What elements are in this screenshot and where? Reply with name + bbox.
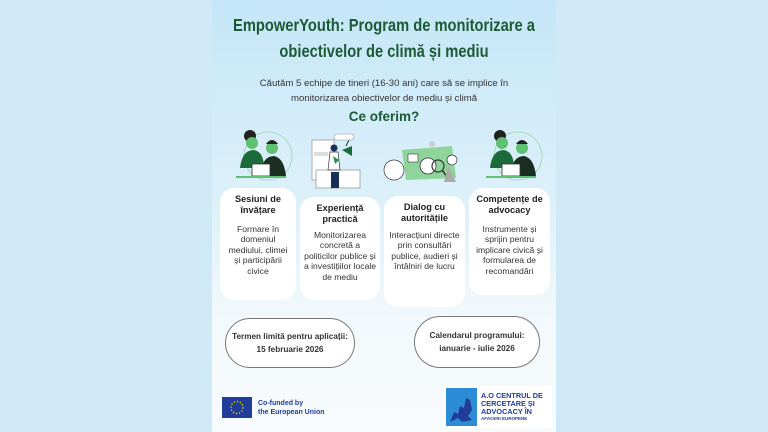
card-title: Sesiuni de învățare (235, 194, 281, 215)
deadline-label: Termen limită pentru aplicații: (232, 332, 348, 341)
card-practical-experience (300, 197, 380, 300)
calendar-value: ianuarie - iulie 2026 (439, 344, 515, 353)
analysis-icon (382, 138, 462, 186)
card-text: Monitorizarea concretă a politicilor publice și a investițiilor locale de mediu (303, 230, 377, 282)
eu-cofunded-logo (222, 397, 325, 418)
card-learning-sessions (220, 188, 296, 300)
card-advocacy-skills (469, 188, 550, 295)
offer-heading: Ce oferim? (348, 109, 420, 124)
subtitle-line: Căutăm 5 echipe de tineri (16-30 ani) care să se implice în (259, 78, 509, 89)
subtitle (212, 76, 556, 106)
people-laptop-icon (480, 126, 550, 184)
card-text: Formare în domeniul mediului, climei și participării civice (228, 224, 288, 276)
org-text: AFACERI EUROPENE (481, 416, 528, 421)
deadline-value: 15 februarie 2026 (256, 345, 324, 354)
deadline-badge (225, 318, 355, 368)
europe-map-icon (446, 388, 477, 426)
org-text: A.O CENTRUL DE (481, 391, 543, 400)
card-text: Interacțiuni directe prin consultări publice, audieri și întâlniri de lucru (389, 230, 460, 272)
org-text: ADVOCACY ÎN (481, 407, 532, 416)
eu-flag-icon (222, 397, 252, 418)
calendar-badge (414, 316, 540, 368)
card-title: Competențe de advocacy (476, 194, 543, 215)
calendar-label: Calendarul programului: (429, 331, 525, 340)
org-text: CERCETARE ȘI (481, 399, 535, 408)
poster (212, 0, 556, 432)
megaphone-icon (306, 132, 368, 190)
eu-text: the European Union (258, 408, 325, 416)
card-title: Experiență practică (316, 203, 364, 224)
page-title (212, 12, 556, 64)
eu-text: Co-funded by (258, 399, 304, 407)
organization-logo (444, 386, 552, 428)
card-authority-dialog (384, 196, 465, 307)
subtitle-line: monitorizarea obiectivelor de mediu și climă (290, 93, 478, 104)
people-laptop-icon (230, 126, 300, 184)
card-title: Dialog cu autoritățile (401, 202, 448, 223)
title-line: EmpowerYouth: Program de monitorizare a (233, 15, 535, 35)
title-line: obiectivelor de climă și mediu (279, 41, 489, 61)
card-text: Instrumente și sprijin pentru implicare civică și formularea de recomandări (476, 224, 543, 276)
